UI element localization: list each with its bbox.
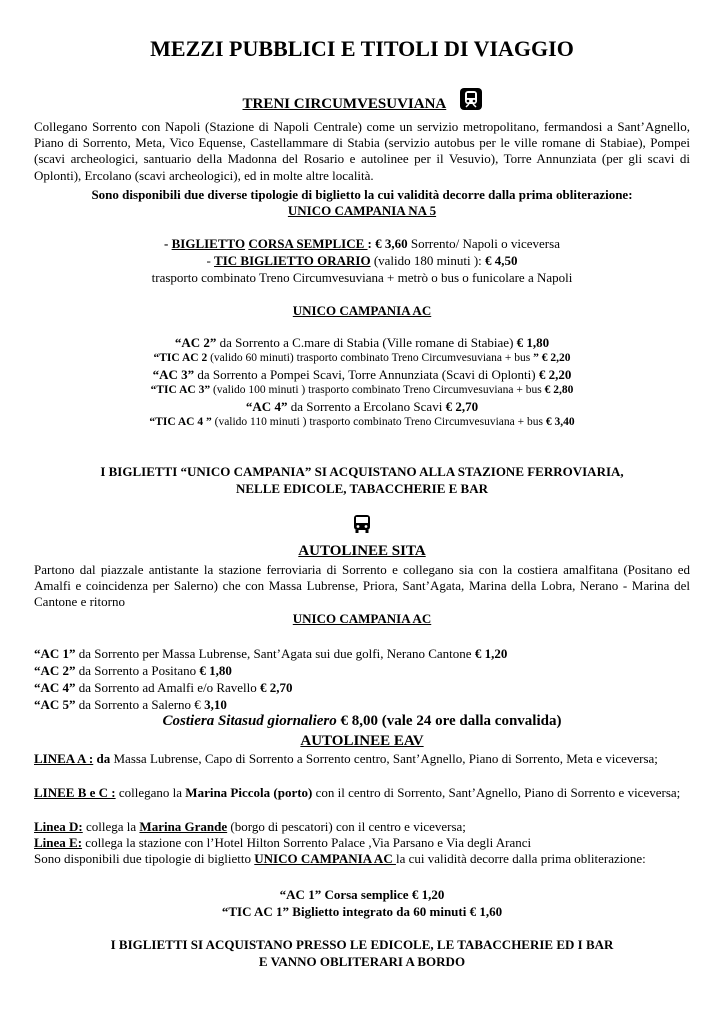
train-purchase-line1: I BIGLIETTI “UNICO CAMPANIA” SI ACQUISTANO ALLA STAZIONE FERROVIARIA,	[100, 464, 624, 479]
eav-purchase-line1: I BIGLIETTI SI ACQUISTANO PRESSO LE EDICOLE, LE TABACCHERIE ED I BAR	[110, 937, 614, 952]
ticket1-biglietto: BIGLIETTO	[171, 236, 246, 251]
sita-line	[34, 645, 690, 662]
train-heading: TRENI CIRCUMVESUVIANA	[242, 96, 447, 113]
sita-line-text: da Sorrento per Massa Lubrense, Sant’Agata sui due golfi, Nerano Cantone	[75, 646, 475, 661]
bus-icon	[353, 514, 371, 538]
unico-ac-train-label: UNICO CAMPANIA AC	[292, 303, 432, 318]
ticket1-route: Sorrento/ Napoli o viceversa	[407, 236, 560, 251]
ticket-tic-orario	[34, 253, 690, 269]
sita-description: Partono dal piazzale antistante la stazione ferroviaria di Sorrento e collegano sia con la costiera amalfitana (Positano ed Amalfi e coincidenza per Salerno) che con Massa Lubrense, Priora, Sant’Agata, Marina della Lobra, Nerano - Marina del Cantone e ritorno	[34, 562, 690, 610]
ac-line	[34, 383, 690, 398]
linea-a-label: LINEA A :	[34, 751, 94, 766]
ac-line-price: € 2,20	[538, 367, 572, 382]
eav-ticket2: “TIC AC 1” Biglietto integrato da 60 minuti € 1,60	[221, 904, 503, 919]
linea-a-text: Massa Lubrense, Capo di Sorrento a Sorrento centro, Sant’Agnello, Piano di Sorrento, Meta e viceversa;	[110, 751, 658, 766]
ac-line-code: “TIC AC 3”	[150, 384, 211, 396]
unico-ac-sita-label: UNICO CAMPANIA AC	[292, 611, 432, 626]
ac-line-code: “AC 3”	[152, 367, 195, 382]
ticket-corsa-semplice	[34, 236, 690, 252]
ac-line-text: (valido 60 minuti) trasporto combinato Treno Circumvesuviana + bus	[207, 352, 534, 364]
eav-purchase-line2: E VANNO OBLITERARI A BORDO	[258, 954, 466, 969]
eav-ticket1: “AC 1” Corsa semplice € 1,20	[279, 887, 445, 902]
sita-line-price: 3,10	[204, 697, 227, 712]
eav-linea-d	[34, 819, 690, 835]
sita-line-code: “AC 5”	[34, 697, 76, 712]
ac-line	[34, 366, 690, 383]
linea-d-text2: (borgo di pescatori) con il centro e viceversa;	[227, 819, 466, 834]
train-ac-list	[34, 334, 690, 430]
ticket2-valid: (valido 180 minuti ):	[370, 253, 486, 268]
types-text1: Sono disponibili due tipologie di biglietto	[34, 851, 255, 866]
sita-line-text: da Sorrento ad Amalfi e/o Ravello	[75, 680, 261, 695]
sita-line-code: “AC 2”	[34, 663, 76, 678]
sita-daily-ticket	[34, 713, 690, 729]
eav-linea-a	[34, 751, 690, 767]
sita-line	[34, 662, 690, 679]
ac-line-price: € 2,70	[445, 399, 479, 414]
ac-line-price: € 2,80	[544, 384, 574, 396]
ac-line-code: “AC 2”	[174, 335, 217, 350]
sita-line-price: € 2,70	[260, 680, 293, 695]
sita-lines-list	[34, 645, 690, 713]
sita-line-code: “AC 4”	[34, 680, 76, 695]
ac-line-text: (valido 100 minuti ) trasporto combinato Treno Circumvesuviana + bus	[210, 384, 545, 396]
linea-d-label: Linea D:	[34, 819, 83, 834]
ticket2-description: trasporto combinato Treno Circumvesuviana + metrò o bus o funicolare a Napoli	[151, 270, 573, 285]
linea-a-da: da	[93, 751, 111, 766]
ticket1-prefix: -	[164, 236, 172, 251]
page-title: MEZZI PUBBLICI E TITOLI DI VIAGGIO	[150, 36, 574, 61]
daily-ticket-detail: € 8,00 (vale 24 ore dalla convalida)	[336, 713, 562, 729]
ac-line-code: “TIC AC 4 ”	[149, 416, 212, 428]
ac-line	[34, 351, 690, 366]
types-unico: UNICO CAMPANIA AC	[254, 851, 396, 866]
linea-e-label: Linea E:	[34, 835, 83, 850]
sita-line-price: € 1,20	[474, 646, 508, 661]
train-note: Sono disponibili due diverse tipologie di biglietto la cui validità decorre dalla prima obliterazione:	[91, 187, 633, 202]
linea-e-text: collega la stazione con l’Hotel Hilton Sorrento Palace ,Via Parsano e Via degli Aranci	[82, 835, 532, 850]
sita-heading: AUTOLINEE SITA	[298, 543, 426, 559]
ac-line-code: “AC 4”	[245, 399, 288, 414]
linee-bc-text2: con il centro di Sorrento, Sant’Agnello, Piano di Sorrento e viceversa;	[312, 785, 681, 800]
ac-line-code: “TIC AC 2	[153, 352, 208, 364]
eav-ticket-types	[34, 851, 690, 867]
ac-line	[34, 398, 690, 415]
ac-line-text: da Sorrento a C.mare di Stabia (Ville romane di Stabiae)	[216, 335, 517, 350]
sita-line-price: € 1,80	[199, 663, 232, 678]
ticket2-name: TIC BIGLIETTO ORARIO	[214, 253, 371, 268]
unico-na5-label: UNICO CAMPANIA NA 5	[287, 203, 437, 218]
linea-d-text1: collega la	[82, 819, 140, 834]
linee-bc-place: Marina Piccola (porto)	[185, 785, 313, 800]
ticket1-price: : € 3,60	[367, 236, 408, 251]
train-icon	[460, 88, 482, 114]
ac-line-price: ” € 2,20	[533, 352, 571, 364]
ac-line-text: da Sorrento a Ercolano Scavi	[287, 399, 446, 414]
eav-linea-e	[34, 835, 690, 851]
types-text2: la cui validità decorre dalla prima obliterazione:	[395, 851, 646, 866]
sita-line-text: da Sorrento a Positano	[75, 663, 200, 678]
train-heading-row	[34, 96, 690, 118]
ac-line-text: da Sorrento a Pompei Scavi, Torre Annunziata (Scavi di Oplonti)	[194, 367, 539, 382]
sita-line	[34, 696, 690, 713]
ac-line-price: € 3,40	[545, 416, 575, 428]
ticket1-corsa: CORSA SEMPLICE	[248, 236, 368, 251]
ac-line	[34, 334, 690, 351]
ac-line	[34, 415, 690, 430]
eav-heading: AUTOLINEE EAV	[300, 733, 424, 749]
daily-ticket-name: Costiera Sitasud giornaliero	[162, 713, 337, 729]
ticket2-price: € 4,50	[485, 253, 518, 268]
ticket2-prefix: -	[206, 253, 215, 268]
eav-linee-bc	[34, 785, 690, 801]
linee-bc-text1: collegano la	[115, 785, 186, 800]
linee-bc-label: LINEE B e C :	[34, 785, 116, 800]
ac-line-text: (valido 110 minuti ) trasporto combinato Treno Circumvesuviana + bus	[211, 416, 546, 428]
bus-icon-row	[34, 514, 690, 536]
sita-line	[34, 679, 690, 696]
ac-line-price: € 1,80	[516, 335, 550, 350]
train-description: Collegano Sorrento con Napoli (Stazione di Napoli Centrale) come un servizio metropolitano, fermandosi a Sant’Agnello, Piano di Sorrento, Meta, Vico Equense, Castellammare di Stabia (servizio autobus per le ville romane di Stabiae), Pompei (scavi archeologici, santuario della Madonna del Rosario e autolinee per il Vesuvio), Torre Annunziata (per gli scavi di Oplonti), Ercolano (scavi archeologici), ed in molte altre località.	[34, 119, 690, 183]
sita-line-text: da Sorrento a Salerno €	[75, 697, 205, 712]
linea-d-place: Marina Grande	[139, 819, 228, 834]
train-purchase-line2: NELLE EDICOLE, TABACCHERIE E BAR	[236, 481, 488, 496]
sita-line-code: “AC 1”	[34, 646, 76, 661]
